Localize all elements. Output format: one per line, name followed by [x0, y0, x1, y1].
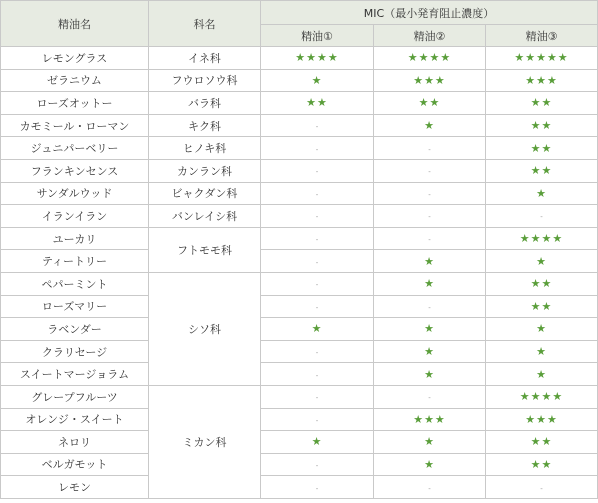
- empty-marker: -: [540, 484, 543, 493]
- mic-cell: [374, 318, 486, 341]
- table-row: [1, 385, 598, 408]
- star-rating: ★: [311, 322, 323, 336]
- table-row: [1, 159, 598, 182]
- mic-cell: [261, 340, 374, 363]
- star-rating: ★★★★★: [514, 51, 569, 65]
- mic-cell: [261, 250, 374, 273]
- oil-name-cell: ローズオットー: [1, 92, 149, 115]
- mic-cell: [486, 205, 598, 228]
- star-rating: ★★: [530, 141, 553, 155]
- mic-cell: [486, 408, 598, 431]
- mic-cell: [261, 182, 374, 205]
- family-cell: バンレイシ科: [149, 205, 261, 228]
- mic-cell: [374, 137, 486, 160]
- star-rating: ★★: [530, 119, 553, 133]
- star-rating: ★★★: [413, 73, 446, 87]
- empty-marker: -: [428, 168, 431, 177]
- family-cell: ヒノキ科: [149, 137, 261, 160]
- mic-cell: [486, 114, 598, 137]
- empty-marker: -: [315, 484, 319, 493]
- mic-cell: [261, 92, 374, 115]
- family-cell: ビャクダン科: [149, 182, 261, 205]
- mic-cell: [374, 227, 486, 250]
- table-row: [1, 340, 598, 363]
- mic-cell: [374, 453, 486, 476]
- mic-cell: [261, 205, 374, 228]
- star-rating: ★★: [530, 96, 553, 110]
- star-rating: ★: [536, 254, 547, 268]
- mic-cell: [374, 69, 486, 92]
- mic-cell: [486, 476, 598, 499]
- star-rating: ★: [424, 345, 435, 359]
- empty-marker: -: [428, 484, 431, 493]
- oil-name-cell: レモングラス: [1, 47, 149, 70]
- mic-cell: [486, 250, 598, 273]
- table-row: [1, 250, 598, 273]
- table-header: [1, 1, 598, 47]
- empty-marker: -: [315, 145, 319, 154]
- oil-name-cell: ローズマリー: [1, 295, 149, 318]
- mic-cell: [261, 137, 374, 160]
- empty-marker: -: [540, 213, 543, 222]
- mic-cell: [486, 272, 598, 295]
- mic-cell: [486, 182, 598, 205]
- mic-cell: [261, 453, 374, 476]
- mic-cell: [486, 227, 598, 250]
- oil-name-cell: イランイラン: [1, 205, 149, 228]
- mic-cell: [486, 295, 598, 318]
- empty-marker: -: [315, 236, 319, 245]
- family-cell: フトモモ科: [149, 227, 261, 272]
- mic-cell: [486, 318, 598, 341]
- star-rating: ★: [424, 277, 435, 291]
- empty-marker: -: [428, 394, 431, 403]
- mic-cell: [486, 431, 598, 454]
- mic-cell: [261, 47, 374, 70]
- header-family: 科名: [149, 1, 261, 47]
- empty-marker: -: [315, 281, 319, 290]
- oil-name-cell: フランキンセンス: [1, 159, 149, 182]
- empty-marker: -: [428, 303, 431, 312]
- oil-name-cell: ラベンダー: [1, 318, 149, 341]
- mic-cell: [374, 431, 486, 454]
- oil-name-cell: クラリセージ: [1, 340, 149, 363]
- empty-marker: -: [315, 258, 319, 267]
- star-rating: ★★★★: [519, 390, 564, 404]
- star-rating: ★★: [530, 164, 553, 178]
- family-cell: イネ科: [149, 47, 261, 70]
- mic-cell: [261, 295, 374, 318]
- mic-cell: [486, 137, 598, 160]
- star-rating: ★★★: [413, 412, 446, 426]
- mic-cell: [374, 114, 486, 137]
- star-rating: ★★: [530, 435, 553, 449]
- mic-cell: [261, 69, 374, 92]
- table-row: [1, 453, 598, 476]
- mic-cell: [486, 92, 598, 115]
- oil-name-cell: スイートマージョラム: [1, 363, 149, 386]
- mic-cell: [374, 92, 486, 115]
- star-rating: ★★: [530, 457, 553, 471]
- mic-cell: [374, 205, 486, 228]
- star-rating: ★: [424, 435, 435, 449]
- mic-cell: [261, 476, 374, 499]
- star-rating: ★: [311, 73, 323, 87]
- mic-cell: [374, 476, 486, 499]
- table-row: [1, 272, 598, 295]
- mic-cell: [486, 363, 598, 386]
- star-rating: ★: [311, 435, 323, 449]
- mic-cell: [486, 47, 598, 70]
- empty-marker: -: [428, 190, 431, 199]
- star-rating: ★★★★: [407, 51, 452, 65]
- star-rating: ★★: [306, 96, 328, 110]
- family-cell: フウロソウ科: [149, 69, 261, 92]
- table-row: [1, 92, 598, 115]
- table-row: [1, 408, 598, 431]
- oil-name-cell: レモン: [1, 476, 149, 499]
- star-rating: ★★★★: [519, 232, 564, 246]
- star-rating: ★: [536, 186, 547, 200]
- star-rating: ★★: [530, 277, 553, 291]
- empty-marker: -: [315, 213, 319, 222]
- star-rating: ★: [424, 119, 435, 133]
- oil-name-cell: ゼラニウム: [1, 69, 149, 92]
- oil-name-cell: カモミール・ローマン: [1, 114, 149, 137]
- empty-marker: -: [315, 461, 319, 470]
- mic-cell: [486, 69, 598, 92]
- mic-cell: [486, 159, 598, 182]
- mic-cell: [486, 340, 598, 363]
- table-row: [1, 295, 598, 318]
- table-row: [1, 363, 598, 386]
- family-cell: バラ科: [149, 92, 261, 115]
- star-rating: ★: [424, 254, 435, 268]
- oil-name-cell: ジュニパーベリー: [1, 137, 149, 160]
- table-row: [1, 137, 598, 160]
- mic-cell: [261, 318, 374, 341]
- family-cell: ミカン科: [149, 385, 261, 498]
- mic-cell: [261, 159, 374, 182]
- empty-marker: -: [315, 349, 319, 358]
- table-row: [1, 114, 598, 137]
- mic-cell: [261, 272, 374, 295]
- mic-cell: [374, 340, 486, 363]
- mic-cell: [486, 385, 598, 408]
- mic-cell: [486, 453, 598, 476]
- mic-cell: [374, 182, 486, 205]
- star-rating: ★★: [530, 299, 553, 313]
- empty-marker: -: [315, 371, 319, 380]
- oil-name-cell: ネロリ: [1, 431, 149, 454]
- table-row: [1, 205, 598, 228]
- empty-marker: -: [315, 123, 319, 132]
- oil-name-cell: グレープフルーツ: [1, 385, 149, 408]
- mic-cell: [374, 363, 486, 386]
- oil-name-cell: ユーカリ: [1, 227, 149, 250]
- empty-marker: -: [428, 145, 431, 154]
- oil-name-cell: ペパーミント: [1, 272, 149, 295]
- star-rating: ★★★: [525, 412, 558, 426]
- star-rating: ★: [424, 322, 435, 336]
- table-row: [1, 476, 598, 499]
- header-oil-3: 精油③: [486, 25, 598, 47]
- oil-name-cell: オレンジ・スイート: [1, 408, 149, 431]
- mic-cell: [261, 363, 374, 386]
- family-cell: カンラン科: [149, 159, 261, 182]
- empty-marker: -: [315, 168, 319, 177]
- table-row: [1, 69, 598, 92]
- star-rating: ★★★★: [295, 51, 339, 65]
- empty-marker: -: [315, 190, 319, 199]
- empty-marker: -: [428, 236, 431, 245]
- mic-cell: [374, 159, 486, 182]
- star-rating: ★: [424, 457, 435, 471]
- header-mic: MIC（最小発育阻止濃度）: [261, 1, 598, 25]
- table-row: [1, 318, 598, 341]
- mic-cell: [261, 227, 374, 250]
- star-rating: ★: [536, 322, 547, 336]
- mic-cell: [261, 114, 374, 137]
- mic-cell: [374, 408, 486, 431]
- star-rating: ★: [536, 345, 547, 359]
- mic-cell: [261, 408, 374, 431]
- mic-cell: [261, 385, 374, 408]
- star-rating: ★★: [418, 96, 441, 110]
- oil-name-cell: サンダルウッド: [1, 182, 149, 205]
- family-cell: シソ科: [149, 272, 261, 385]
- mic-cell: [374, 385, 486, 408]
- oil-name-cell: ベルガモット: [1, 453, 149, 476]
- empty-marker: -: [315, 394, 319, 403]
- mic-cell: [374, 295, 486, 318]
- header-oil-name: 精油名: [1, 1, 149, 47]
- empty-marker: -: [315, 303, 319, 312]
- table-row: [1, 227, 598, 250]
- star-rating: ★★★: [525, 73, 558, 87]
- header-oil-1: 精油①: [261, 25, 374, 47]
- mic-cell: [374, 47, 486, 70]
- star-rating: ★: [536, 367, 547, 381]
- empty-marker: -: [315, 416, 319, 425]
- header-oil-2: 精油②: [374, 25, 486, 47]
- table-body: [1, 47, 598, 499]
- mic-cell: [374, 272, 486, 295]
- oil-name-cell: ティートリー: [1, 250, 149, 273]
- table-row: [1, 431, 598, 454]
- empty-marker: -: [428, 213, 431, 222]
- table-row: [1, 47, 598, 70]
- table-row: [1, 182, 598, 205]
- star-rating: ★: [424, 367, 435, 381]
- family-cell: キク科: [149, 114, 261, 137]
- mic-cell: [374, 250, 486, 273]
- mic-cell: [261, 431, 374, 454]
